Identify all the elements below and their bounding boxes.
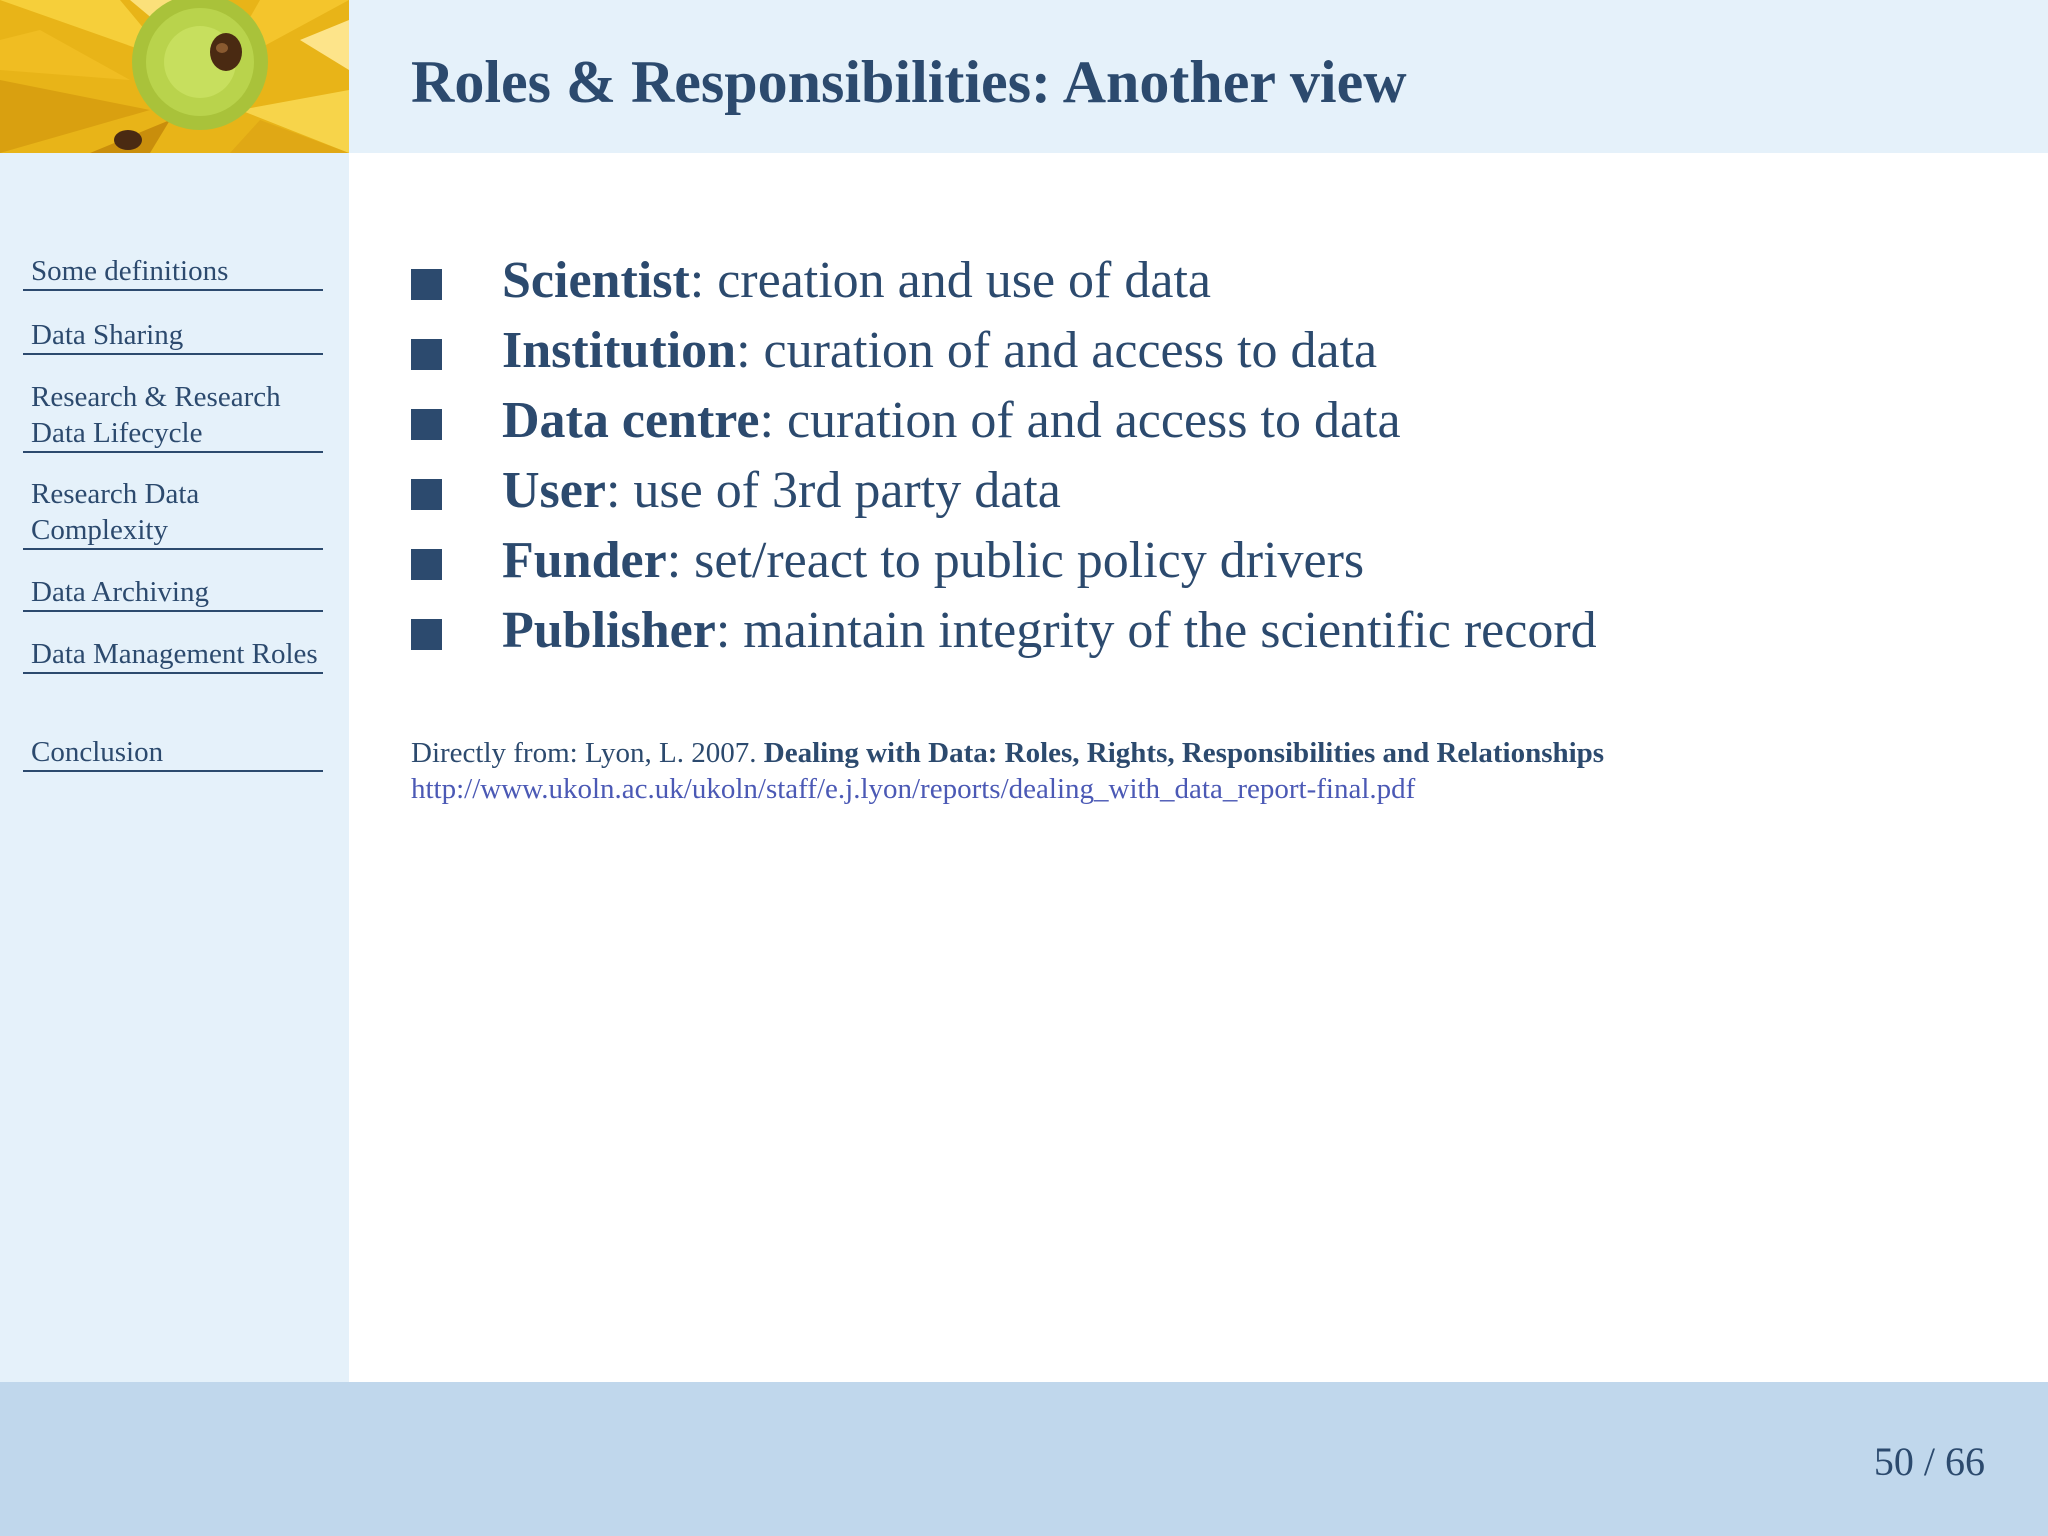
citation-title: Dealing with Data: Roles, Rights, Responsibilities and Relationships (763, 737, 1605, 769)
square-bullet-icon (411, 269, 442, 300)
sidebar-item-data-sharing[interactable]: Data Sharing (23, 317, 323, 355)
header (0, 0, 2048, 153)
source-citation (411, 735, 1604, 771)
square-bullet-icon (411, 479, 442, 510)
role-term: Data centre (502, 392, 760, 449)
sunflower-logo-image (0, 0, 349, 153)
role-description: : curation of and access to data (736, 322, 1378, 379)
report-link[interactable]: http://www.ukoln.ac.uk/ukoln/staff/e.j.lyon/reports/dealing_with_data_report-final.pdf (411, 773, 1416, 805)
sidebar-item-data-archiving[interactable]: Data Archiving (23, 574, 323, 612)
role-term: User (502, 462, 606, 519)
citation-prefix: Directly from: Lyon, L. 2007. (411, 737, 764, 769)
role-term: Institution (502, 322, 737, 379)
role-term: Funder (502, 532, 667, 589)
role-description: : maintain integrity of the scientific record (715, 602, 1597, 659)
footer (0, 1382, 2048, 1536)
square-bullet-icon (411, 339, 442, 370)
sidebar-item-some-definitions[interactable]: Some definitions (23, 253, 323, 291)
sidebar-nav (0, 153, 349, 1382)
sidebar-item-conclusion[interactable]: Conclusion (23, 734, 323, 772)
role-term: Scientist (502, 252, 690, 309)
sidebar-item-data-management-roles[interactable]: Data Management Roles (23, 636, 323, 674)
square-bullet-icon (411, 409, 442, 440)
role-description: : curation of and access to data (759, 392, 1401, 449)
square-bullet-icon (411, 619, 442, 650)
square-bullet-icon (411, 549, 442, 580)
page-number: 50 / 66 (1873, 1439, 1985, 1484)
role-description: : creation and use of data (689, 252, 1211, 309)
role-description: : set/react to public policy drivers (666, 532, 1365, 589)
sidebar-item-research-data-complexity[interactable]: Research Data Complexity (23, 476, 323, 550)
slide-title: Roles & Responsibilities: Another view (411, 49, 1407, 115)
role-term: Publisher (502, 602, 716, 659)
role-description: : use of 3rd party data (605, 462, 1061, 519)
sidebar-item-research-lifecycle[interactable]: Research & Research Data Lifecycle (23, 379, 323, 453)
